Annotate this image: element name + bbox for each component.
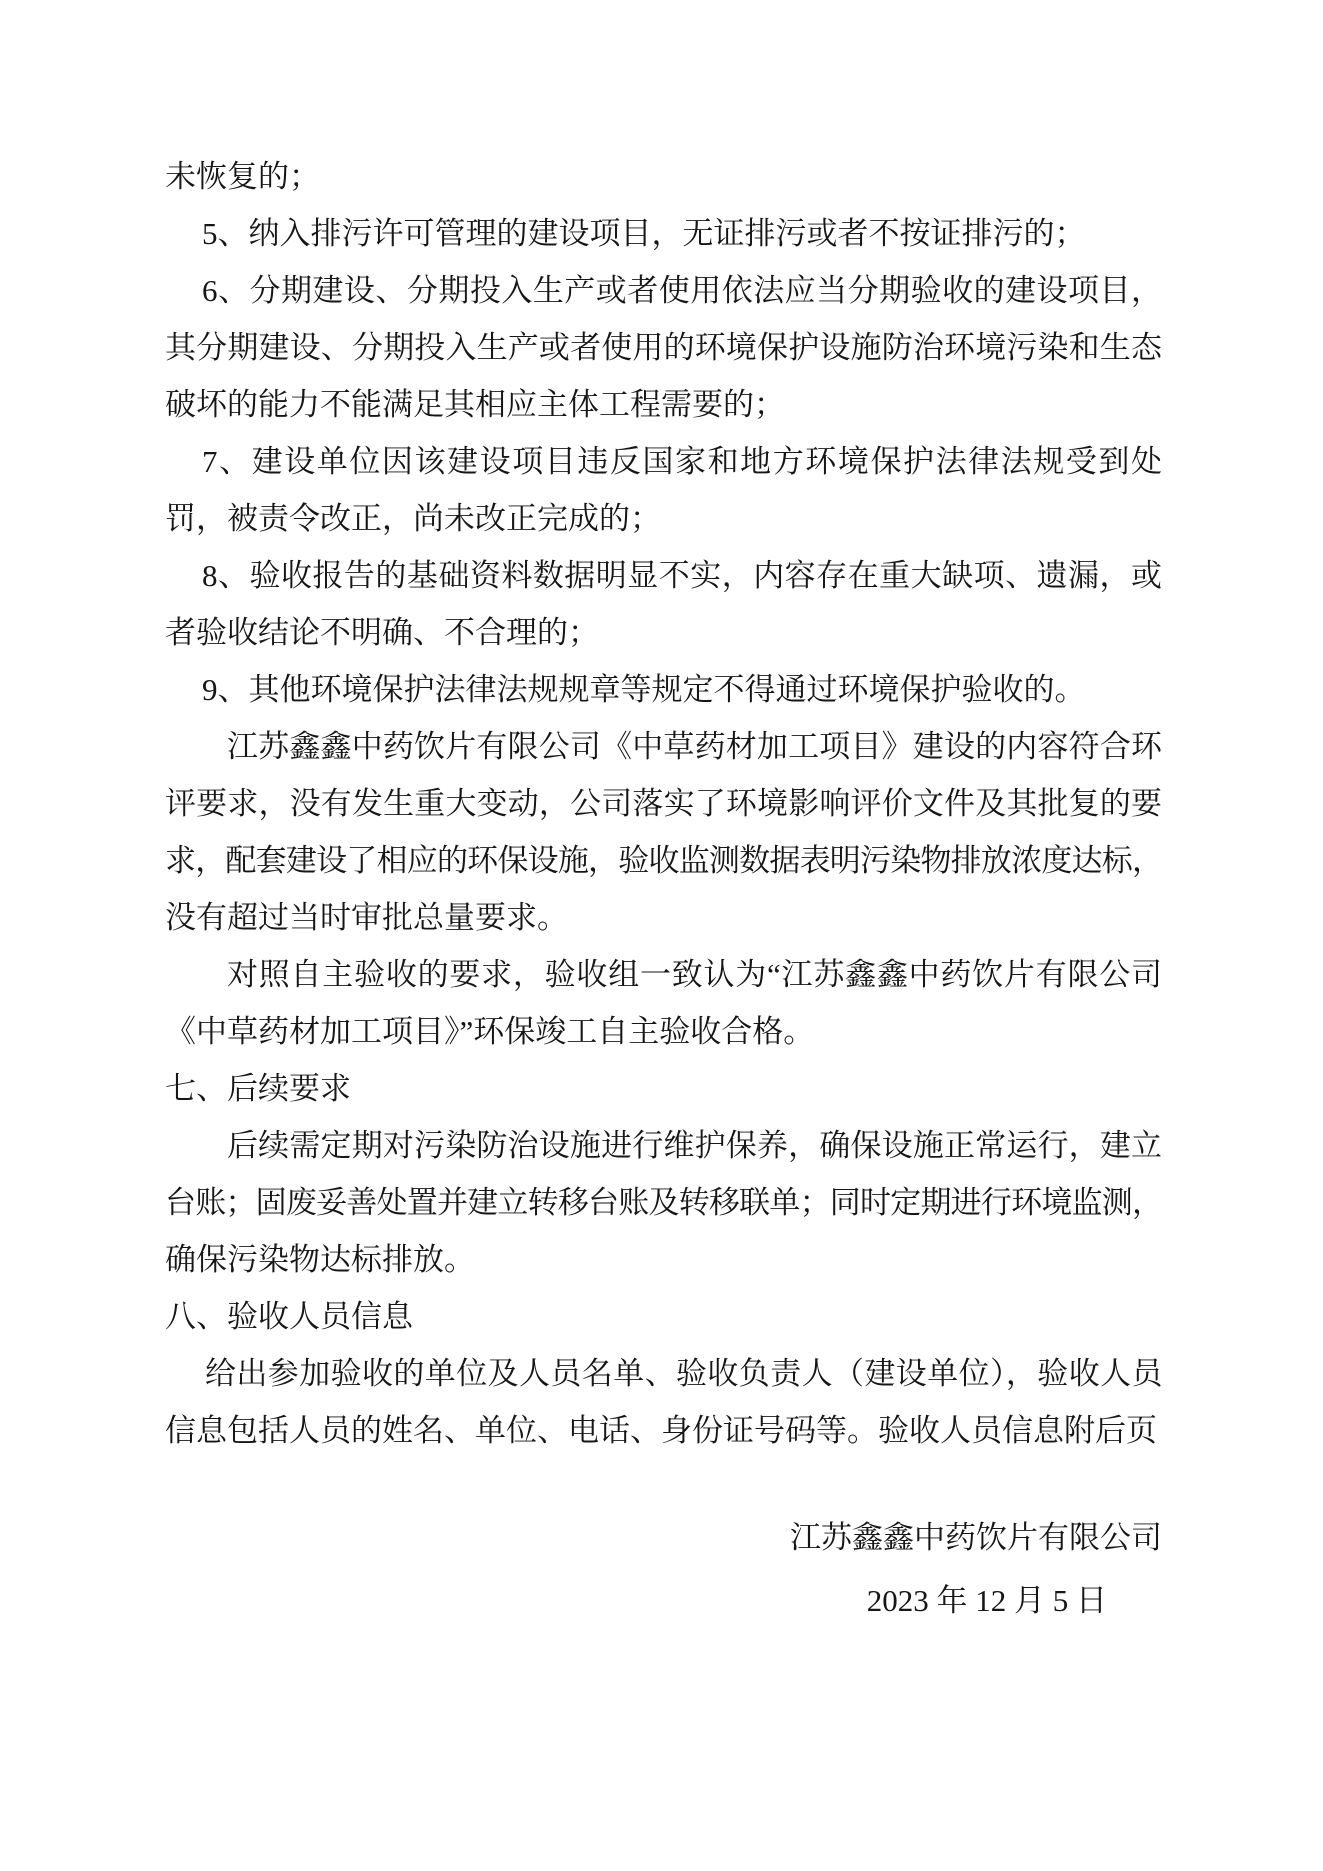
para-personnel-info xyxy=(165,1345,1162,1459)
text-line: 破坏的能力不能满足其相应主体工程需要的； xyxy=(165,387,785,422)
text-line: 给出参加验收的单位及人员名单、验收负责人（建设单位），验收人员 xyxy=(205,1356,1162,1391)
text-line: 罚，被责令改正，尚未改正完成的； xyxy=(165,501,661,536)
signature-date: 2023 年 12 月 5 日 xyxy=(866,1583,1107,1618)
section-heading: 八、验收人员信息 xyxy=(165,1299,413,1334)
text-line: 9、其他环境保护法律法规规章等规定不得通过环境保护验收的。 xyxy=(202,672,1086,707)
para-continuation-unrecovered xyxy=(165,148,1162,205)
section-heading: 七、后续要求 xyxy=(165,1071,351,1106)
text-line: 未恢复的； xyxy=(165,159,320,194)
para-followup-requirements xyxy=(165,1117,1162,1288)
text-line: 信息包括人员的姓名、单位、电话、身份证号码等。验收人员信息附后页 xyxy=(165,1413,1157,1448)
signature-company: 江苏鑫鑫中药饮片有限公司 xyxy=(790,1520,1162,1555)
text-line: 《中草药材加工项目》”环保竣工自主验收合格。 xyxy=(165,1014,815,1049)
text-line: 台账；固废妥善处置并建立转移台账及转移联单；同时定期进行环境监测， xyxy=(165,1185,1162,1220)
para-item-5 xyxy=(165,205,1162,262)
text-line: 者验收结论不明确、不合理的； xyxy=(165,615,599,650)
para-conclusion-acceptance xyxy=(165,946,1162,1060)
heading-section-7-followup xyxy=(165,1060,1162,1117)
text-line: 评要求，没有发生重大变动，公司落实了环境影响评价文件及其批复的要 xyxy=(165,786,1162,821)
para-item-6 xyxy=(165,262,1162,433)
text-line: 6、分期建设、分期投入生产或者使用依法应当分期验收的建设项目， xyxy=(202,273,1162,308)
para-item-9 xyxy=(165,661,1162,718)
heading-section-8-personnel xyxy=(165,1288,1162,1345)
text-line: 8、验收报告的基础资料数据明显不实，内容存在重大缺项、遗漏，或 xyxy=(202,558,1162,593)
text-line: 没有超过当时审批总量要求。 xyxy=(165,900,568,935)
para-conclusion-compliance xyxy=(165,718,1162,946)
document-body xyxy=(165,148,1162,1459)
text-line: 对照自主验收的要求，验收组一致认为“江苏鑫鑫中药饮片有限公司 xyxy=(227,957,1162,992)
text-line: 7、建设单位因该建设项目违反国家和地方环境保护法律法规受到处 xyxy=(202,444,1162,479)
text-line: 后续需定期对污染防治设施进行维护保养，确保设施正常运行，建立 xyxy=(227,1128,1162,1163)
text-line: 确保污染物达标排放。 xyxy=(165,1242,475,1277)
text-line: 5、纳入排污许可管理的建设项目，无证排污或者不按证排污的； xyxy=(202,216,1086,251)
text-line: 江苏鑫鑫中药饮片有限公司《中草药材加工项目》建设的内容符合环 xyxy=(227,729,1162,764)
text-line: 求，配套建设了相应的环保设施，验收监测数据表明污染物排放浓度达标， xyxy=(165,843,1162,878)
para-item-7 xyxy=(165,433,1162,547)
text-line: 其分期建设、分期投入生产或者使用的环境保护设施防治环境污染和生态 xyxy=(165,330,1162,365)
signature-block xyxy=(165,1509,1162,1629)
para-item-8 xyxy=(165,547,1162,661)
